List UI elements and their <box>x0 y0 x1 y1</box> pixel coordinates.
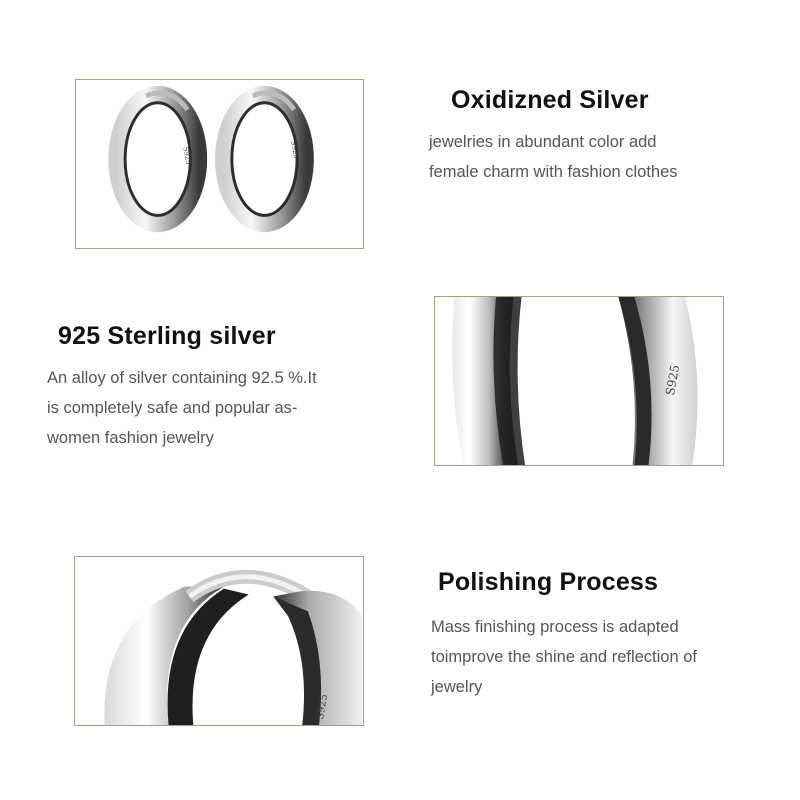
feature-title-sterling-silver: 925 Sterling silver <box>58 322 276 350</box>
engraving-hinge: S925 <box>314 693 331 721</box>
desc-line: jewelry <box>431 678 483 696</box>
desc-line: is completely safe and popular as- <box>47 399 298 417</box>
engraving-right: S925 <box>289 140 301 160</box>
engraving-closeup: S925 <box>663 363 683 397</box>
feature-desc-sterling-silver <box>47 363 317 453</box>
desc-line: Mass finishing process is adapted <box>431 618 679 636</box>
desc-line: An alloy of silver containing 92.5 %.It <box>47 369 317 387</box>
silver-hoop-earrings-image <box>76 80 363 248</box>
hoop-closeup-photo <box>434 296 724 466</box>
desc-line: female charm with fashion clothes <box>429 163 678 181</box>
right-hoop-earring <box>223 93 306 224</box>
desc-line: toimprove the shine and reflection of <box>431 648 697 666</box>
feature-title-oxidized-silver: Oxidizned Silver <box>451 86 649 114</box>
feature-title-polishing-process: Polishing Process <box>438 568 659 596</box>
feature-desc-oxidized-silver <box>429 127 678 187</box>
feature-desc-polishing-process <box>431 612 697 702</box>
left-hoop-earring <box>116 93 199 224</box>
hoop-closeup-image <box>435 297 723 465</box>
desc-line: women fashion jewelry <box>47 429 214 447</box>
hinge-closeup-photo <box>74 556 364 726</box>
engraving-left: S925 <box>181 146 193 166</box>
desc-line: jewelries in abundant color add <box>429 133 657 151</box>
hoop-hinge-image <box>75 557 363 725</box>
earrings-pair-photo <box>75 79 364 249</box>
